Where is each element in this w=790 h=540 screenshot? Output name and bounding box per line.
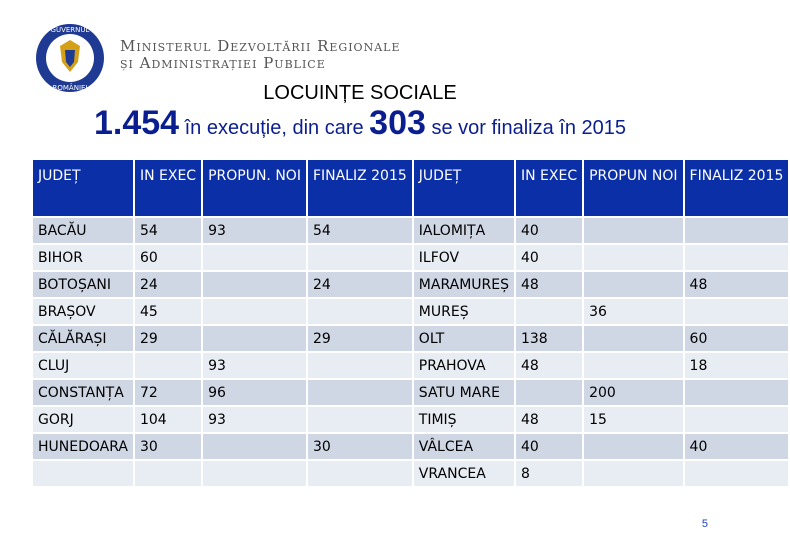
cell	[308, 407, 412, 432]
svg-text:GUVERNUL: GUVERNUL	[50, 26, 90, 34]
cell: 24	[135, 272, 201, 297]
cell	[135, 461, 201, 486]
table-row	[33, 218, 788, 243]
cell	[203, 299, 306, 324]
page-number: 5	[701, 518, 708, 530]
table-row	[33, 245, 788, 270]
cell	[516, 380, 582, 405]
social-housing-table	[31, 158, 790, 488]
header-in-exec-1: IN EXEC	[135, 160, 201, 216]
cell: 60	[685, 326, 789, 351]
cell: BOTOȘANI	[33, 272, 133, 297]
table-row	[33, 326, 788, 351]
cell	[685, 245, 789, 270]
cell	[685, 461, 789, 486]
cell	[203, 326, 306, 351]
cell: BRAȘOV	[33, 299, 133, 324]
svg-text:ROMÂNIEI: ROMÂNIEI	[52, 84, 88, 92]
header-in-exec-2: IN EXEC	[516, 160, 582, 216]
cell: HUNEDOARA	[33, 434, 133, 459]
cell: 24	[308, 272, 412, 297]
subtitle-text-1: în execuție, din care	[179, 117, 370, 139]
cell: MARAMUREȘ	[414, 272, 514, 297]
cell: 30	[308, 434, 412, 459]
cell	[308, 461, 412, 486]
cell	[33, 461, 133, 486]
cell	[685, 218, 789, 243]
cell: 40	[516, 434, 582, 459]
cell: 93	[203, 407, 306, 432]
cell	[516, 299, 582, 324]
subtitle-text-2: se vor finaliza în 2015	[425, 117, 627, 139]
cell	[203, 245, 306, 270]
header-propun-noi-1: PROPUN. NOI	[203, 160, 306, 216]
cell	[308, 380, 412, 405]
cell: VRANCEA	[414, 461, 514, 486]
cell: 45	[135, 299, 201, 324]
cell	[685, 299, 789, 324]
cell: BACĂU	[33, 218, 133, 243]
cell: CLUJ	[33, 353, 133, 378]
page-title: LOCUINȚE SOCIALE	[263, 82, 457, 104]
cell	[203, 434, 306, 459]
cell: 60	[135, 245, 201, 270]
table-row	[33, 407, 788, 432]
cell	[584, 353, 682, 378]
cell: CONSTANȚA	[33, 380, 133, 405]
cell: BIHOR	[33, 245, 133, 270]
table-row	[33, 272, 788, 297]
ministry-name	[120, 38, 400, 72]
table-row	[33, 380, 788, 405]
cell: 30	[135, 434, 201, 459]
cell	[584, 245, 682, 270]
cell: CĂLĂRAȘI	[33, 326, 133, 351]
cell: 200	[584, 380, 682, 405]
table-row	[33, 461, 788, 486]
header-judet-1: JUDEȚ	[33, 160, 133, 216]
cell: IALOMIȚA	[414, 218, 514, 243]
cell	[584, 326, 682, 351]
cell: 40	[516, 218, 582, 243]
cell	[584, 272, 682, 297]
cell: 93	[203, 218, 306, 243]
cell: MUREȘ	[414, 299, 514, 324]
cell	[584, 434, 682, 459]
cell: 29	[135, 326, 201, 351]
total-in-execution: 1.454	[93, 104, 180, 142]
header-finaliz-1: FINALIZ 2015	[308, 160, 412, 216]
table-row	[33, 299, 788, 324]
ministry-line-1: Ministerul Dezvoltării Regionale	[120, 37, 401, 55]
cell: SATU MARE	[414, 380, 514, 405]
cell	[203, 461, 306, 486]
cell	[685, 407, 789, 432]
cell: TIMIȘ	[414, 407, 514, 432]
table-header-row	[33, 160, 788, 216]
cell	[584, 218, 682, 243]
cell: ILFOV	[414, 245, 514, 270]
cell	[308, 299, 412, 324]
cell	[308, 353, 412, 378]
cell: 18	[685, 353, 789, 378]
cell: 96	[203, 380, 306, 405]
cell	[135, 353, 201, 378]
header-finaliz-2: FINALIZ 2015	[685, 160, 789, 216]
cell: PRAHOVA	[414, 353, 514, 378]
cell: 93	[203, 353, 306, 378]
header-propun-noi-2: PROPUN NOI	[584, 160, 682, 216]
cell: 138	[516, 326, 582, 351]
cell: 8	[516, 461, 582, 486]
cell: 48	[516, 407, 582, 432]
cell: VÂLCEA	[414, 434, 514, 459]
cell: 40	[516, 245, 582, 270]
cell	[584, 461, 682, 486]
cell	[308, 245, 412, 270]
table-row	[33, 353, 788, 378]
cell: OLT	[414, 326, 514, 351]
cell: GORJ	[33, 407, 133, 432]
cell: 72	[135, 380, 201, 405]
cell: 48	[516, 272, 582, 297]
cell: 54	[308, 218, 412, 243]
page-subtitle	[0, 104, 720, 143]
cell: 48	[516, 353, 582, 378]
cell	[685, 380, 789, 405]
cell: 104	[135, 407, 201, 432]
cell: 40	[685, 434, 789, 459]
cell: 29	[308, 326, 412, 351]
cell: 54	[135, 218, 201, 243]
ministry-line-2: și Administrației Publice	[120, 54, 326, 72]
total-finalized: 303	[369, 104, 426, 142]
cell: 36	[584, 299, 682, 324]
header-judet-2: JUDEȚ	[414, 160, 514, 216]
cell	[203, 272, 306, 297]
cell: 48	[685, 272, 789, 297]
table-row	[33, 434, 788, 459]
cell: 15	[584, 407, 682, 432]
